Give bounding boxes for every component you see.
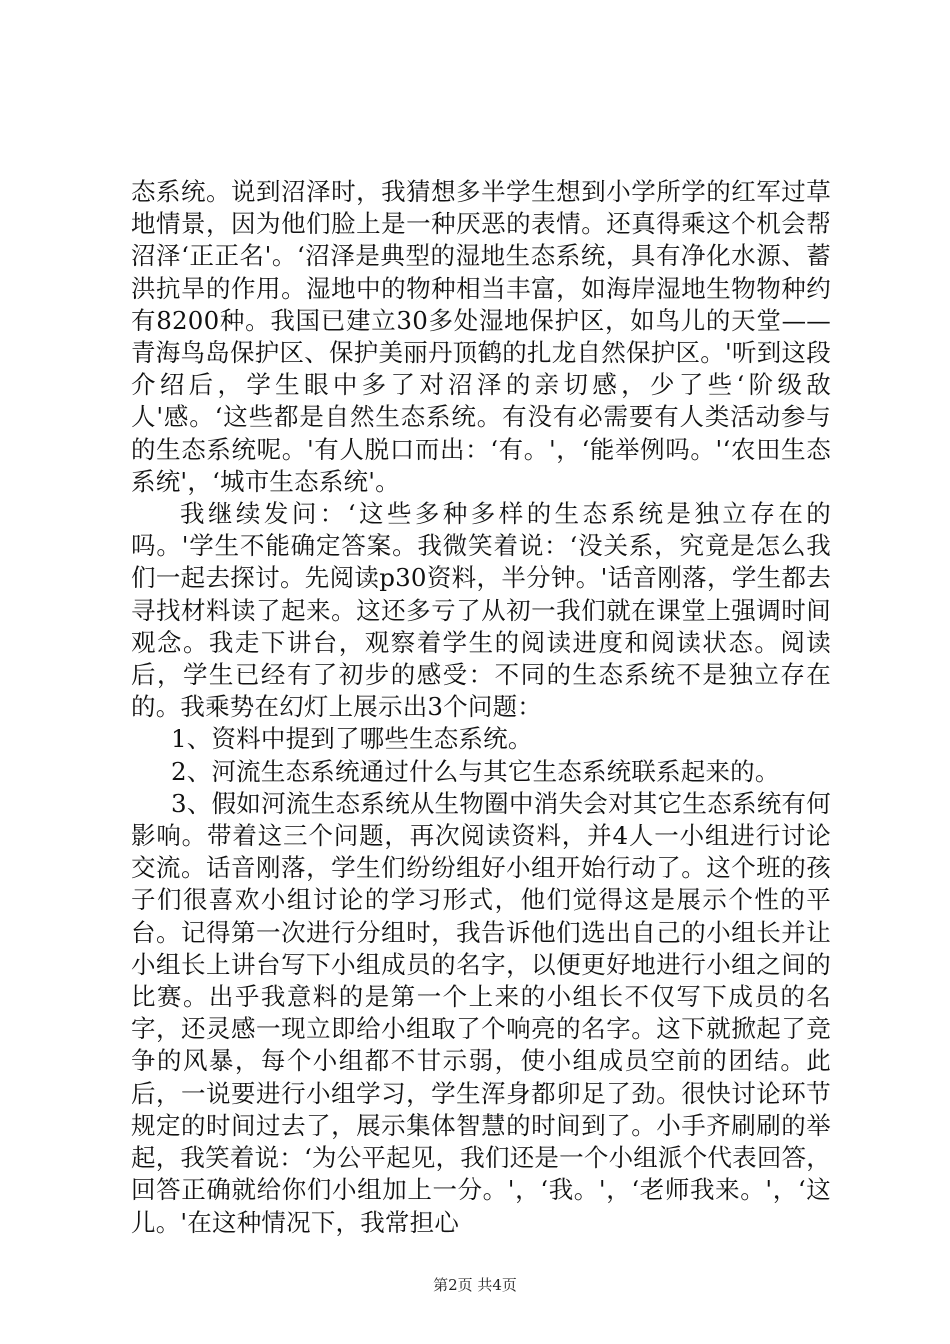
list-item-question-3: 3、假如河流生态系统从生物圈中消失会对其它生态系统有何影响。带着这三个问题，再次阅读资料，并4人一小组进行讨论交流。话音刚落，学生们纷纷组好小组开始行动了。这个班的孩子们很喜欢小组讨论的学习形式，他们觉得这是展示个性的平台。记得第一次进行分组时，我告诉他们选出自己的小组长并让小组长上讲台写下小组成员的名字，以便更好地进行小组之间的比赛。出乎我意料的是第一个上来的小组长不仅写下成员的名字，还灵感一现立即给小组取了个响亮的名字。这下就掀起了竞争的风暴，每个小组都不甘示弱，使小组成员空前的团结。此后，一说要进行小组学习，学生浑身都卯足了劲。很快讨论环节规定的时间过去了，展示集体智慧的时间到了。小手齐刷刷的举起，我笑着说：‘为公平起见，我们还是一个小组派个代表回答，回答正确就给你们小组加上一分。'，‘我。'，‘老师我来。'，‘这儿。'在这种情况下，我常担心 bbox=[131, 788, 831, 1237]
list-item-question-1: 1、资料中提到了哪些生态系统。 bbox=[171, 724, 533, 754]
paragraph-question: 我继续发问：‘这些多种多样的生态系统是独立存在的吗。'学生不能确定答案。我微笑着说：‘没关系，究竟是怎么我们一起去探讨。先阅读p30资料，半分钟。'话音刚落，学生都去寻找材料读了起来。这还多亏了从初一我们就在课堂上强调时间观念。我走下讲台，观察着学生的阅读进度和阅读状态。阅读后，学生已经有了初步的感受：不同的生态系统不是独立存在的。我乘势在幻灯上展示出3个问题： bbox=[131, 499, 831, 722]
document-body bbox=[131, 176, 831, 1239]
page-footer: 第2页 共4页 bbox=[433, 1276, 517, 1294]
list-item-question-2: 2、河流生态系统通过什么与其它生态系统联系起来的。 bbox=[171, 756, 780, 786]
paragraph-continued: 态系统。说到沼泽时，我猜想多半学生想到小学所学的红军过草地情景，因为他们脸上是一种厌恶的表情。还真得乘这个机会帮沼泽‘正正名'。‘沼泽是典型的湿地生态系统，具有净化水源、蓄洪抗旱的作用。湿地中的物种相当丰富，如海岸湿地生物物种约有8200种。我国已建立30多处湿地保护区，如鸟儿的天堂——青海鸟岛保护区、保护美丽丹顶鹤的扎龙自然保护区。'听到这段介绍后，学生眼中多了对沼泽的亲切感，少了些‘阶级敌人'感。‘这些都是自然生态系统。有没有必需要有人类活动参与的生态系统呢。'有人脱口而出：‘有。'，‘能举例吗。'‘农田生态系统'，‘城市生态系统'。 bbox=[131, 177, 831, 496]
